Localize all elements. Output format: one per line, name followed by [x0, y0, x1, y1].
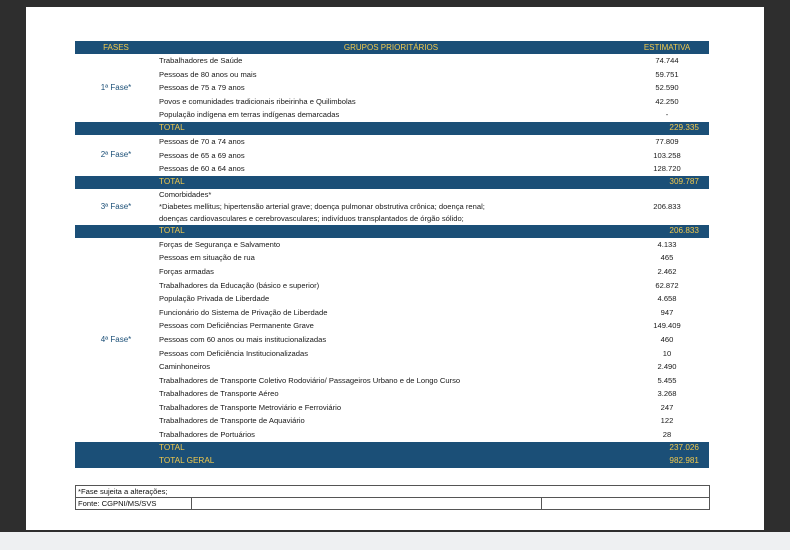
group-name: Caminhoneiros: [159, 362, 211, 372]
phase3-total-row: [75, 225, 709, 238]
group-name: Trabalhadores de Transporte Coletivo Rodoviário/ Passageiros Urbano e de Longo Curso: [159, 375, 461, 385]
group-name: Pessoas de 65 a 69 anos: [159, 150, 245, 160]
table-row: [75, 54, 709, 68]
group-name: Trabalhadores de Transporte de Aquaviário: [159, 416, 305, 426]
note-row: [76, 486, 710, 498]
table-header: [75, 41, 709, 54]
total-value: 982.981: [625, 455, 709, 468]
table-row: [75, 306, 709, 320]
total-spacer: [75, 225, 157, 238]
estimate-value: 52.590: [655, 83, 679, 93]
estimate-value: 74.744: [655, 56, 679, 65]
group-name: Pessoas de 75 a 79 anos: [159, 83, 245, 93]
group-name: Pessoas de 60 a 64 anos: [159, 164, 245, 174]
table-row: [75, 279, 709, 293]
estimate-value: 62.872: [655, 280, 679, 290]
phase-label: 2ª Fase*: [100, 150, 132, 160]
group-name: Pessoas com Deficiência Institucionalizadas: [159, 348, 308, 358]
estimate-value: 3.268: [657, 389, 677, 399]
table-row: [75, 387, 709, 401]
total-spacer: [75, 176, 157, 189]
total-label: TOTAL GERAL: [157, 455, 625, 468]
source-row: [76, 498, 710, 510]
total-value: 309.787: [625, 176, 709, 189]
estimate-value: 247: [660, 402, 674, 412]
group-name: População Privada de Liberdade: [159, 294, 270, 304]
header-groups: GRUPOS PRIORITÁRIOS: [157, 41, 625, 54]
bottom-bar: [0, 532, 790, 550]
total-label: TOTAL: [157, 225, 625, 238]
total-value: 237.026: [625, 442, 709, 455]
table-row: [75, 135, 709, 149]
total-label: TOTAL: [157, 122, 625, 135]
group-name: Pessoas com Deficiências Permanente Grave: [159, 321, 314, 331]
total-spacer: [75, 442, 157, 455]
table-row: [75, 95, 709, 109]
group-name: Funcionário do Sistema de Privação de Liberdade: [159, 307, 328, 317]
group-name: Trabalhadores de Portuários: [159, 430, 255, 440]
estimate-value: 149.409: [653, 321, 681, 331]
table-row: [75, 81, 709, 95]
group-name: Povos e comunidades tradicionais ribeirinha e Quilimbolas: [159, 96, 356, 106]
group-name: Trabalhadores de Transporte Metroviário e Ferroviário: [159, 402, 342, 412]
group-name: Pessoas com 60 anos ou mais institucionalizadas: [159, 334, 327, 344]
table-row: [75, 401, 709, 415]
estimate-value: 77.809: [655, 136, 679, 146]
phase-label: 1ª Fase*: [100, 82, 132, 92]
group-name: Pessoas de 70 a 74 anos: [159, 136, 245, 146]
phase1-total-row: [75, 122, 709, 135]
table-row: [75, 428, 709, 442]
total-label: TOTAL: [157, 176, 625, 189]
estimate-value: 103.258: [653, 150, 681, 160]
priority-groups-table: [75, 41, 709, 468]
estimate-value: 206.833: [653, 201, 681, 211]
table-row: [75, 149, 709, 163]
table-row: [75, 162, 709, 176]
estimate-value: -: [665, 110, 669, 120]
table-row: [75, 374, 709, 388]
table-row: [75, 68, 709, 82]
estimate-value: 10: [662, 348, 672, 358]
estimate-value: 128.720: [653, 164, 681, 174]
estimate-value: 4.658: [657, 294, 677, 304]
estimate-value: 2.490: [657, 362, 677, 372]
header-phases: FASES: [75, 41, 157, 54]
grand-total-row: [75, 455, 709, 468]
estimate-value: 465: [660, 253, 674, 263]
table-row: [75, 360, 709, 374]
note-text: *Fase sujeita a alterações;: [76, 486, 710, 498]
comorbidities-title: Comorbidades*: [159, 189, 212, 199]
group-name: Trabalhadores da Educação (básico e superior): [159, 280, 320, 290]
phase-label: 3ª Fase*: [100, 201, 132, 211]
group-name: Forças de Segurança e Salvamento: [159, 239, 281, 249]
estimate-value: 947: [660, 307, 674, 317]
estimate-value: 28: [662, 430, 672, 440]
estimate-value: 42.250: [655, 96, 679, 106]
table-row: [75, 265, 709, 279]
comorbidities-desc-line2: doenças cardiovasculares e cerebrovasculares; indivíduos transplantados de órgão sólido;: [159, 213, 464, 223]
phase-label: 4ª Fase*: [100, 334, 132, 344]
estimate-value: 5.455: [657, 375, 677, 385]
table-row: [75, 319, 709, 333]
group-name: Pessoas em situação de rua: [159, 253, 255, 263]
estimate-value: 2.462: [657, 266, 677, 276]
header-estimate: ESTIMATIVA: [625, 41, 709, 54]
estimate-value: 59.751: [655, 69, 679, 79]
source-empty-cell-2: [542, 498, 710, 510]
phase4-total-row: [75, 442, 709, 455]
source-text: Fonte: CGPNI/MS/SVS: [76, 498, 192, 510]
total-spacer: [75, 455, 157, 468]
group-name: Forças armadas: [159, 266, 214, 276]
estimate-value: 122: [660, 416, 674, 426]
group-name: População indígena em terras indígenas demarcadas: [159, 110, 340, 120]
document-page: [26, 7, 764, 530]
comorbidities-desc-line1: *Diabetes mellitus; hipertensão arterial grave; doença pulmonar obstrutiva crônica; doença renal;: [159, 201, 485, 211]
notes-table: [75, 485, 710, 510]
table-row: [75, 108, 709, 122]
comorbidities-title-row: [75, 189, 709, 201]
total-spacer: [75, 122, 157, 135]
table-row: [75, 251, 709, 265]
estimate-value: 4.133: [657, 239, 677, 249]
table-row: [75, 292, 709, 306]
source-empty-cell-1: [192, 498, 542, 510]
comorbidities-desc-row: [75, 213, 709, 225]
table-row: [75, 414, 709, 428]
table-row: [75, 238, 709, 252]
total-value: 229.335: [625, 122, 709, 135]
total-value: 206.833: [625, 225, 709, 238]
group-name: Trabalhadores de Saúde: [159, 56, 243, 65]
group-name: Trabalhadores de Transporte Aéreo: [159, 389, 279, 399]
estimate-value: 460: [660, 334, 674, 344]
table-row: [75, 347, 709, 361]
total-label: TOTAL: [157, 442, 625, 455]
table-row: [75, 333, 709, 347]
group-name: Pessoas de 80 anos ou mais: [159, 69, 257, 79]
comorbidities-desc-row: [75, 201, 709, 213]
phase2-total-row: [75, 176, 709, 189]
